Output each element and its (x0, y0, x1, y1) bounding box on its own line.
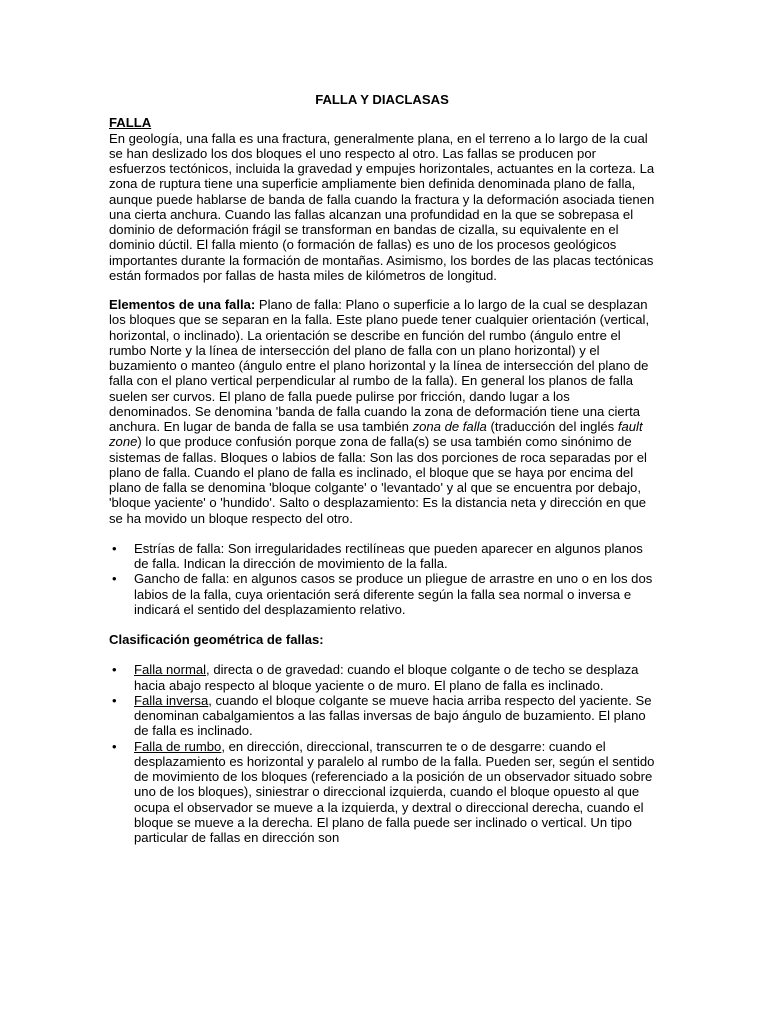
list-item (109, 571, 655, 617)
list-item-text: Gancho de falla: en algunos casos se produce un pliegue de arrastre en uno o en los dos labios de la falla, cuya orientación será diferente según la falla sea normal o inversa e indicará el sentido del desplazamiento relativo. (134, 571, 653, 617)
elements-label: Elementos de una falla: (109, 297, 256, 312)
list-item (109, 541, 655, 572)
list-item (109, 662, 655, 693)
list-item (109, 693, 655, 739)
classification-heading: Clasificación geométrica de fallas: (109, 632, 324, 647)
bullet-icon: • (112, 692, 117, 708)
list-item (109, 739, 655, 846)
intro-paragraph: En geología, una falla es una fractura, generalmente plana, en el terreno a lo largo de la cual se han deslizado los dos bloques el uno respecto al otro. Las fallas se producen por esfuerzos tectónicos, incluida la gravedad y empujes horizontales, actuantes en la corteza. La zona de ruptura tiene una superficie ampliamente bien definida denominada plano de falla, aunque puede hablarse de banda de falla cuando la fractura y la deformación asociada tienen una cierta anchura. Cuando las fallas alcanzan una profundidad en la que se sobrepasa el dominio de deformación frágil se transforman en bandas de cizalla, su equivalente en el dominio dúctil. El falla miento (o formación de fallas) es uno de los procesos geológicos importantes durante la formación de montañas. Asimismo, los bordes de las placas tectónicas están formados por fallas de hasta miles de kilómetros de longitud. (109, 130, 655, 283)
list-item-text: , directa o de gravedad: cuando el bloque colgante o de techo se desplaza hacia abajo respecto al bloque yaciente o de muro. El plano de falla es inclinado. (134, 662, 639, 693)
list-item-term: Falla de rumbo (134, 738, 222, 754)
elements-paragraph (109, 297, 655, 526)
list-item-text: , en dirección, direccional, transcurren te o de desgarre: cuando el desplazamiento es horizontal y paralelo al rumbo de la falla. Pueden ser, según el sentido de movimiento de los bloques (referenciado a la posición de un observador situado sobre uno de los bloques), siniestrar o direccional izquierda, cuando el bloque opuesto al que ocupa el observador se mueve a la izquierda, y dextral o direccional derecha, cuando el bloque se mueve a la derecha. El plano de falla puede ser inclinado o vertical. Un tipo particular de fallas en dirección son (134, 738, 655, 845)
bullet-icon: • (112, 540, 117, 556)
section-heading-falla: FALLA (109, 115, 152, 131)
document-body (109, 92, 655, 845)
document-title: FALLA Y DIACLASAS (315, 92, 449, 107)
elements-italic-2: fault zone (109, 419, 643, 450)
elements-text-2: (traducción del inglés (486, 419, 618, 434)
bullet-list-classification (109, 662, 655, 845)
bullet-icon: • (112, 662, 117, 678)
list-item-text: Estrías de falla: Son irregularidades rectilíneas que pueden aparecer en algunos planos de falla. Indican la dirección de movimiento de la falla. (134, 540, 643, 571)
bullet-icon: • (112, 738, 117, 754)
elements-text-1: Plano de falla: Plano o superficie a lo largo de la cual se desplazan los bloques que se separan en la falla. Este plano puede tener cualquier orientación (vertical, horizontal, o inclinado). La orientación se describe en función del rumbo (ángulo entre el rumbo Norte y la línea de intersección del plano de falla con un plano horizontal) y el buzamiento o manteo (ángulo entre el plano horizontal y la línea de intersección del plano de falla con el plano vertical perpendicular al rumbo de la falla). En general los planos de falla suelen ser curvos. El plano de falla puede pulirse por fricción, dando lugar a los denominados. Se denomina 'banda de falla cuando la zona de deformación tiene una cierta anchura. En lugar de banda de falla se usa también (109, 297, 650, 434)
list-item-term: Falla normal (134, 662, 207, 678)
bullet-icon: • (112, 571, 117, 587)
bullet-list-elements (109, 541, 655, 617)
elements-text-3: ) lo que produce confusión porque zona de falla(s) se usa también como sinónimo de sistemas de fallas. Bloques o labios de falla: Son las dos porciones de roca separadas por el plano de falla. Cuando el plano de falla es inclinado, el bloque que se haya por encima del plano de falla se denomina 'bloque colgante' o 'levantado' y al que se encuentra por debajo, 'bloque yaciente' o 'hundido'. Salto o desplazamiento: Es la distancia neta y dirección en que se ha movido un bloque respecto del otro. (109, 434, 647, 526)
elements-italic-1: zona de falla (412, 419, 487, 434)
list-item-text: , cuando el bloque colgante se mueve hacia arriba respecto del yaciente. Se denominan cabalgamientos a las fallas inversas de bajo ángulo de buzamiento. El plano de falla es inclinado. (134, 692, 652, 739)
list-item-term: Falla inversa (134, 692, 209, 708)
